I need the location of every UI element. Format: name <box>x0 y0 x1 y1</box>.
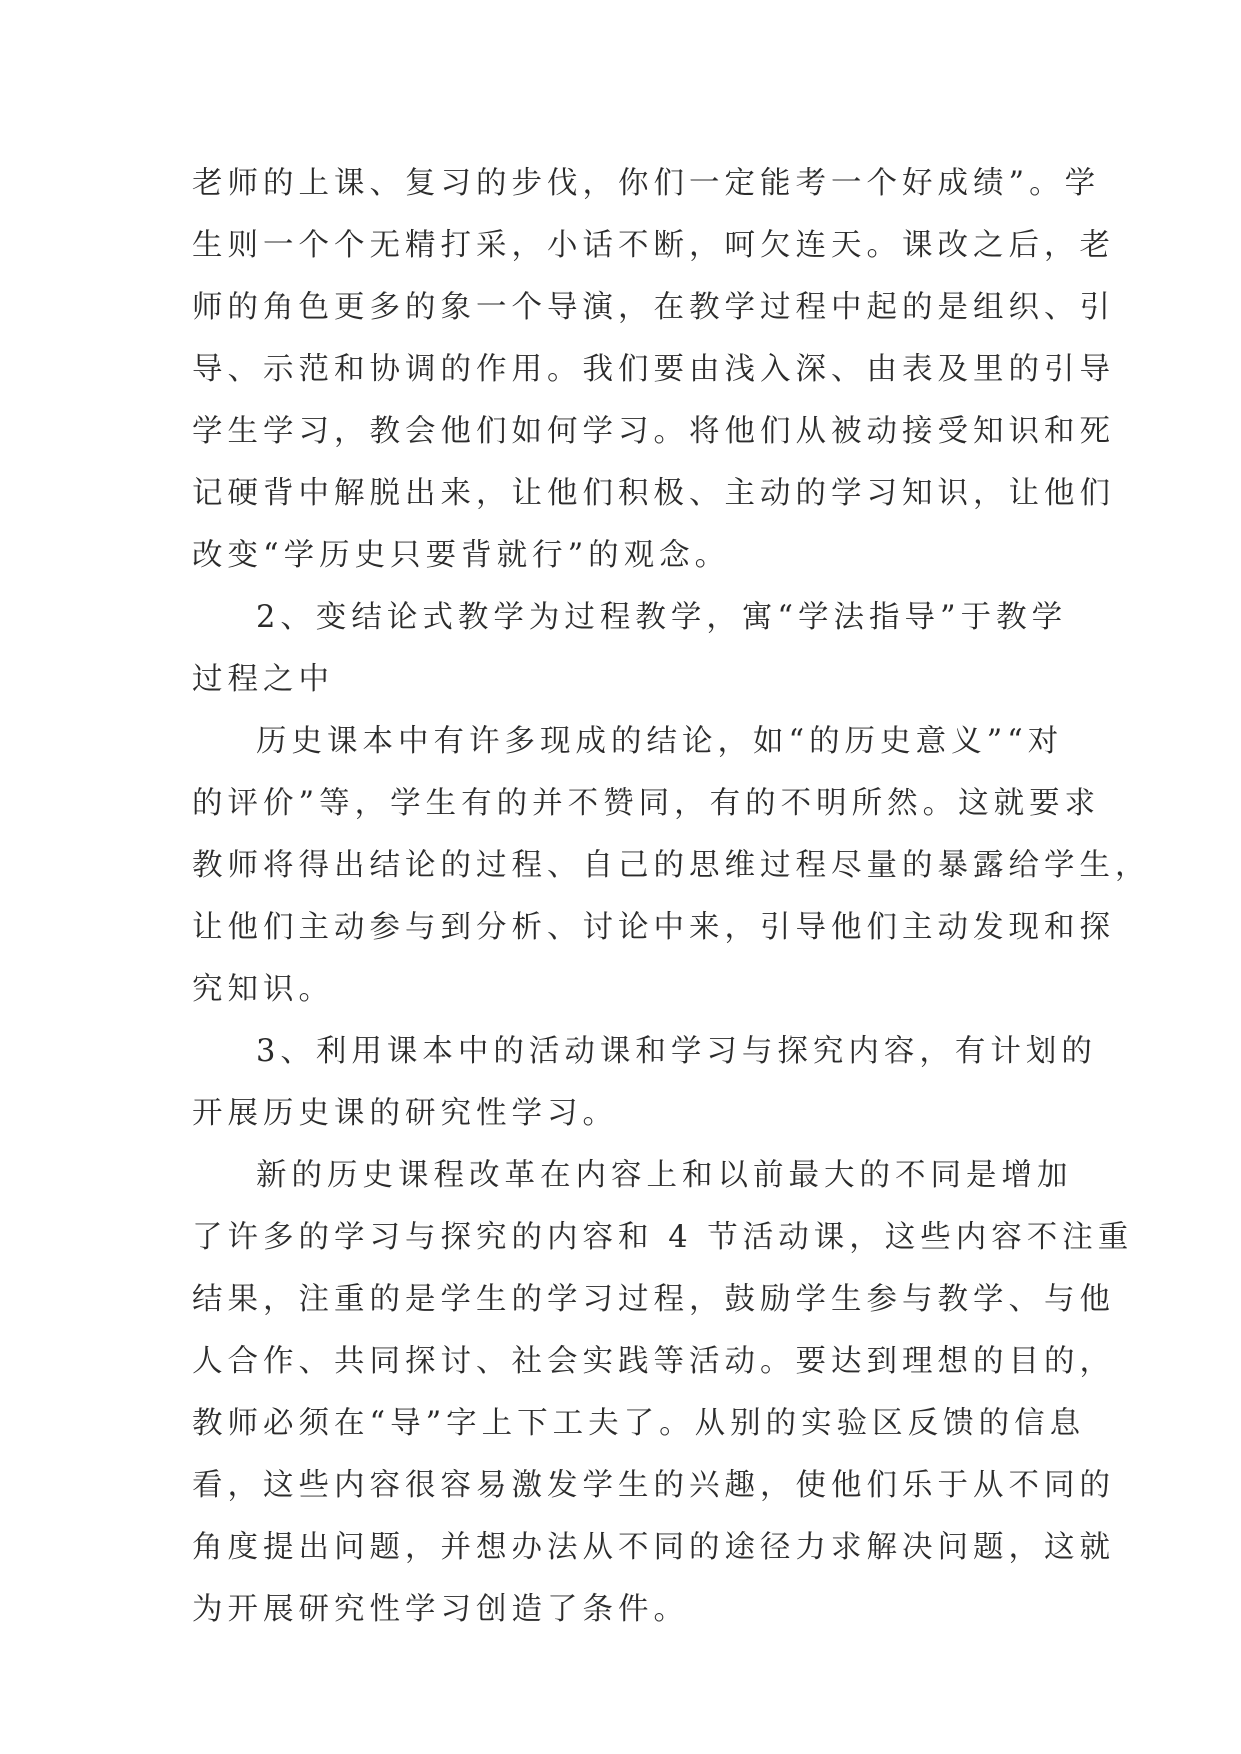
text-line: 角度提出问题，并想办法从不同的途径力求解决问题，这就 <box>192 1530 1115 1565</box>
text-line: 生则一个个无精打采，小话不断，呵欠连天。课改之后，老 <box>192 228 1115 263</box>
text-line: 结果，注重的是学生的学习过程，鼓励学生参与教学、与他 <box>192 1282 1115 1317</box>
text-line: 为开展研究性学习创造了条件。 <box>192 1592 689 1627</box>
text-line: 学生学习，教会他们如何学习。将他们从被动接受知识和死 <box>192 414 1115 449</box>
section-heading-line: 开展历史课的研究性学习。 <box>192 1096 618 1131</box>
section-heading-line: 2、变结论式教学为过程教学，寓“学法指导”于教学 <box>256 600 1068 635</box>
text-line: 师的角色更多的象一个导演，在教学过程中起的是组织、引 <box>192 290 1115 325</box>
text-line: 教师将得出结论的过程、自己的思维过程尽量的暴露给学生， <box>192 848 1151 883</box>
section-heading-line: 过程之中 <box>192 662 334 697</box>
text-line: 让他们主动参与到分析、讨论中来，引导他们主动发现和探 <box>192 910 1115 945</box>
text-line: 教师必须在“导”字上下工夫了。从别的实验区反馈的信息 <box>192 1406 1086 1441</box>
text-line: 老师的上课、复习的步伐，你们一定能考一个好成绩”。学 <box>192 166 1101 201</box>
section-heading-line: 3、利用课本中的活动课和学习与探究内容，有计划的 <box>256 1034 1097 1069</box>
text-line: 改变“学历史只要背就行”的观念。 <box>192 538 731 573</box>
text-line: 历史课本中有许多现成的结论，如“的历史意义”“对 <box>256 724 1064 759</box>
text-line: 导、示范和协调的作用。我们要由浅入深、由表及里的引导 <box>192 352 1115 387</box>
text-line: 看，这些内容很容易激发学生的兴趣，使他们乐于从不同的 <box>192 1468 1115 1503</box>
text-line: 记硬背中解脱出来，让他们积极、主动的学习知识，让他们 <box>192 476 1115 511</box>
text-line: 新的历史课程改革在内容上和以前最大的不同是增加 <box>256 1158 1073 1193</box>
text-line: 究知识。 <box>192 972 334 1007</box>
text-line: 的评价”等，学生有的并不赞同，有的不明所然。这就要求 <box>192 786 1101 821</box>
text-line: 人合作、共同探讨、社会实践等活动。要达到理想的目的， <box>192 1344 1115 1379</box>
text-line: 了许多的学习与探究的内容和 4 节活动课，这些内容不注重 <box>192 1220 1134 1255</box>
